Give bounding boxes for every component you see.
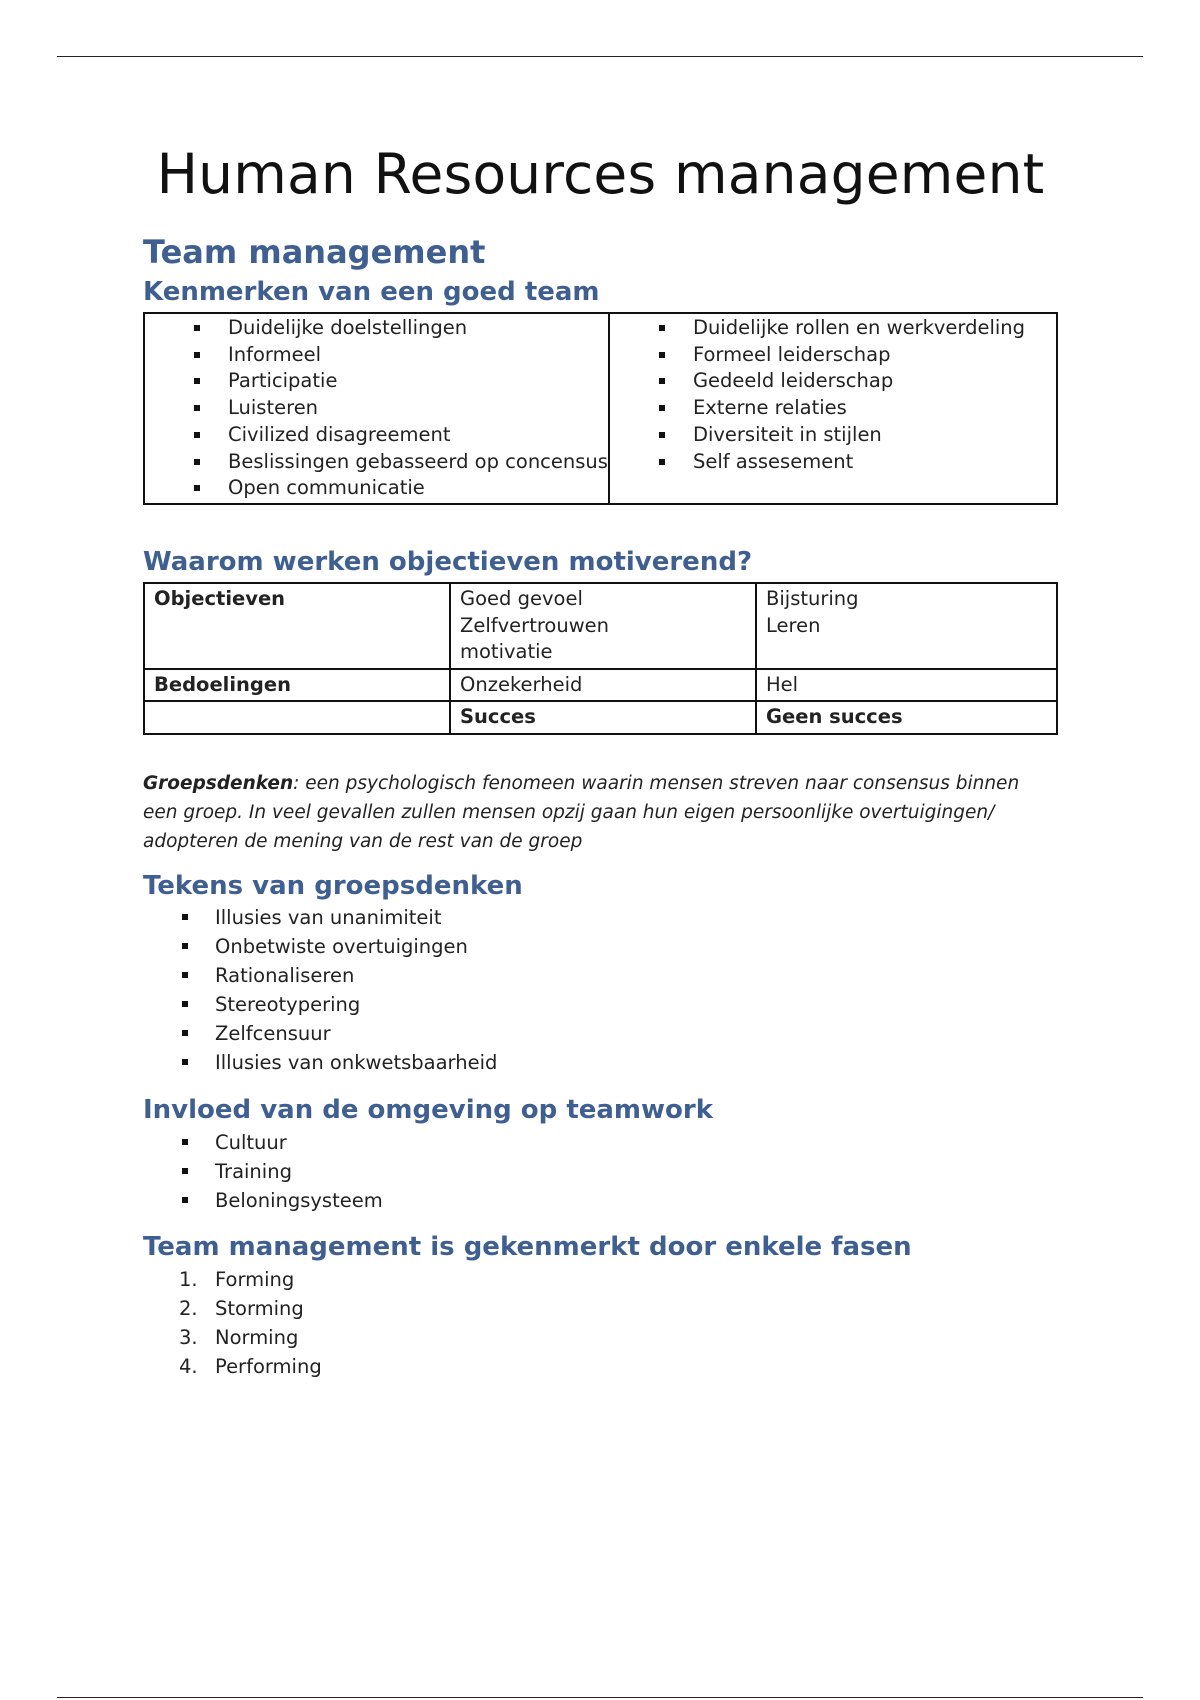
list-item xyxy=(143,1352,322,1381)
list-item: Luisteren xyxy=(145,395,608,422)
cell-line: Zelfvertrouwen xyxy=(460,613,610,637)
table-cell xyxy=(450,583,756,669)
groepsdenken-paragraph xyxy=(143,769,1058,856)
list-item: Cultuur xyxy=(143,1128,383,1157)
list-number: 1. xyxy=(179,1268,198,1291)
table-cell xyxy=(756,583,1057,669)
heading-fasen: Team management is gekenmerkt door enkele fasen xyxy=(143,1232,912,1262)
fasen-list-block xyxy=(143,1265,322,1381)
kenmerken-right-list xyxy=(610,315,1056,475)
list-item: Zelfcensuur xyxy=(143,1019,497,1048)
cell-line: Geen succes xyxy=(766,705,903,728)
kenmerken-table xyxy=(143,312,1058,505)
list-item: Beslissingen gebasseerd op concensus xyxy=(145,449,608,476)
tekens-list-block xyxy=(143,903,497,1077)
kenmerken-left-list xyxy=(145,315,608,502)
cell-line: Hel xyxy=(766,672,799,696)
groepsdenken-definition: : een psychologisch fenomeen waarin mensen streven naar consensus binnen een groep. In veel gevallen zullen mensen opzij gaan hun eigen persoonlijke overtuigingen/ adopteren de mening van de rest van de groep xyxy=(143,773,1020,852)
table-cell: Objectieven xyxy=(144,583,450,669)
list-label: Forming xyxy=(215,1268,295,1291)
list-item: Self assesement xyxy=(610,449,1056,476)
list-item: Stereotypering xyxy=(143,990,497,1019)
groepsdenken-term: Groepsdenken xyxy=(143,773,294,794)
cell-line: Onzekerheid xyxy=(460,672,583,696)
tekens-list xyxy=(143,903,497,1077)
cell-line: Bijsturing xyxy=(766,587,859,610)
table-cell: Bedoelingen xyxy=(144,669,450,702)
table-cell xyxy=(450,701,756,734)
list-number: 4. xyxy=(179,1355,198,1378)
document-title: Human Resources management xyxy=(156,142,1045,206)
list-item: Rationaliseren xyxy=(143,961,497,990)
list-item: Training xyxy=(143,1157,383,1186)
table-row xyxy=(144,669,1057,702)
list-item: Illusies van onkwetsbaarheid xyxy=(143,1048,497,1077)
list-label: Storming xyxy=(215,1297,304,1320)
list-item: Participatie xyxy=(145,368,608,395)
table-cell xyxy=(144,701,450,734)
footer-rule xyxy=(57,1697,1143,1698)
list-label: Norming xyxy=(215,1326,299,1349)
list-label: Performing xyxy=(215,1355,322,1378)
table-cell xyxy=(756,669,1057,702)
cell-line: motivatie xyxy=(460,640,553,663)
table-row xyxy=(144,583,1057,669)
list-item: Gedeeld leiderschap xyxy=(610,368,1056,395)
list-item: Informeel xyxy=(145,342,608,369)
invloed-list xyxy=(143,1128,383,1215)
list-item xyxy=(143,1294,322,1323)
list-number: 3. xyxy=(179,1326,198,1349)
list-item xyxy=(143,1265,322,1294)
table-row xyxy=(144,701,1057,734)
list-item: Illusies van unanimiteit xyxy=(143,903,497,932)
heading-objectieven: Waarom werken objectieven motiverend? xyxy=(143,547,753,577)
invloed-list-block xyxy=(143,1128,383,1215)
heading-team-management: Team management xyxy=(143,233,486,271)
cell-line: Succes xyxy=(460,705,536,728)
list-item: Diversiteit in stijlen xyxy=(610,422,1056,449)
list-item: Formeel leiderschap xyxy=(610,342,1056,369)
list-item: Duidelijke rollen en werkverdeling xyxy=(610,315,1056,342)
objectieven-table xyxy=(143,582,1058,735)
list-item xyxy=(143,1323,322,1352)
kenmerken-left-cell xyxy=(144,313,609,504)
list-item: Externe relaties xyxy=(610,395,1056,422)
list-item: Duidelijke doelstellingen xyxy=(145,315,608,342)
list-number: 2. xyxy=(179,1297,198,1320)
kenmerken-right-cell xyxy=(609,313,1057,504)
heading-kenmerken: Kenmerken van een goed team xyxy=(143,277,600,307)
list-item: Onbetwiste overtuigingen xyxy=(143,932,497,961)
list-item: Open communicatie xyxy=(145,475,608,502)
heading-tekens: Tekens van groepsdenken xyxy=(143,871,523,901)
table-cell xyxy=(756,701,1057,734)
cell-line: Leren xyxy=(766,613,821,637)
table-cell xyxy=(450,669,756,702)
list-item: Beloningsysteem xyxy=(143,1186,383,1215)
header-rule xyxy=(57,56,1143,57)
list-item: Civilized disagreement xyxy=(145,422,608,449)
cell-line: Goed gevoel xyxy=(460,587,583,610)
heading-invloed: Invloed van de omgeving op teamwork xyxy=(143,1095,714,1125)
fasen-list xyxy=(143,1265,322,1381)
